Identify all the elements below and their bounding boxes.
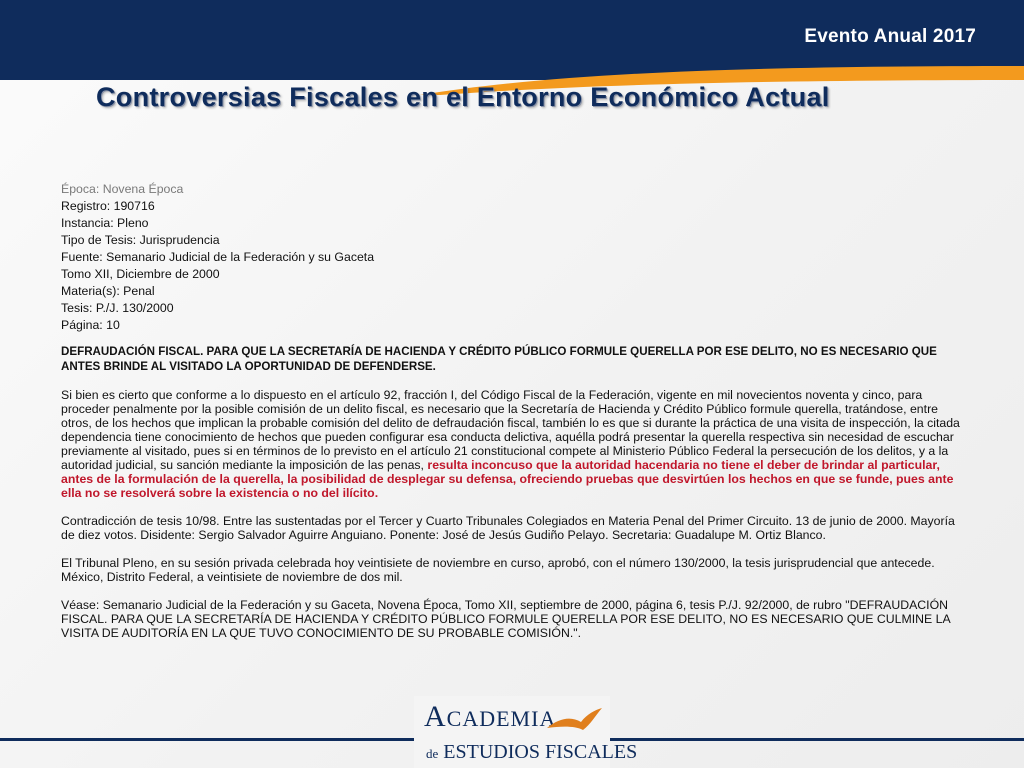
meta-instancia: Instancia: Pleno xyxy=(61,216,149,230)
thesis-title: DEFRAUDACIÓN FISCAL. PARA QUE LA SECRETARÍA DE HACIENDA Y CRÉDITO PÚBLICO FORMULE QUERELLA POR ESE DELITO, NO ES NECESARIO QUE ANTES BRINDE AL VISITADO LA OPORTUNIDAD DE DEFENDERSE. xyxy=(61,345,937,373)
logo-academia-text: ACADEMIA xyxy=(424,700,557,733)
meta-registro: Registro: 190716 xyxy=(61,199,155,213)
thesis-body-highlight: resulta inconcuso que la autoridad hacendaria no tiene el deber de brindar al particular, antes de la formulación de la querella, la posibilidad de desplegar su defensa, ofreciendo pruebas que desvirtúen los hechos en que se funde, pues ante ella no se resolverá sobre la existencia o no del ilícito. xyxy=(61,458,954,500)
meta-materia: Materia(s): Penal xyxy=(61,284,155,298)
thesis-body-text: Si bien es cierto que conforme a lo dispuesto en el artículo 92, fracción I, del Código Fiscal de la Federación, vigente en mil novecientos noventa y cinco, para proceder penalmente por la posible comisión de un delito fiscal, es necesario que la Secretaría de Hacienda y Crédito Público formule querella, tratándose, entre otros, de los hechos que implican la probable comisión del delito de defraudación fiscal, también lo es que si durante la práctica de una visita de inspección, la citada dependencia tiene conocimiento de hechos que pueden configurar esa conducta delictiva, aquélla podrá presentar la querella respectiva sin necesidad de escuchar previamente al visitado, pues si en términos de lo previsto en el artículo 21 constitucional compete al Ministerio Público Federal la persecución de los delitos, y a la autoridad judicial, su sanción mediante la imposición de las penas, xyxy=(61,388,960,472)
logo-bird-icon xyxy=(545,706,603,736)
meta-tomo: Tomo XII, Diciembre de 2000 xyxy=(61,267,220,281)
contradiccion-paragraph: Contradicción de tesis 10/98. Entre las sustentadas por el Tercer y Cuarto Tribunales Colegiados en Materia Penal del Primer Circuito. 13 de junio de 2000. Mayoría de diez votos. Disidente: Sergio Salvador Aguirre Anguiano. Ponente: José de Jesús Gudiño Pelayo. Secretaria: Guadalupe M. Ortiz Blanco. xyxy=(61,514,955,542)
meta-tipo-tesis: Tipo de Tesis: Jurisprudencia xyxy=(61,233,220,247)
meta-tesis: Tesis: P./J. 130/2000 xyxy=(61,301,174,315)
vease-paragraph: Véase: Semanario Judicial de la Federación y su Gaceta, Novena Época, Tomo XII, septiembre de 2000, página 6, tesis P./J. 92/2000, de rubro "DEFRAUDACIÓN FISCAL. PARA QUE LA SECRETARÍA DE HACIENDA Y CRÉDITO PÚBLICO FORMULE QUERELLA POR ESE DELITO, NO ES NECESARIO QUE CULMINE LA VISITA DE AUDITORÍA EN LA QUE TUVO CONOCIMIENTO DE SU PROBABLE COMISIÓN.". xyxy=(61,598,951,640)
thesis-document xyxy=(61,181,965,640)
meta-pagina: Página: 10 xyxy=(61,318,120,332)
thesis-body xyxy=(61,388,965,500)
meta-epoca: Época: Novena Época xyxy=(61,182,184,196)
meta-fuente: Fuente: Semanario Judicial de la Federación y su Gaceta xyxy=(61,250,375,264)
pleno-paragraph: El Tribunal Pleno, en su sesión privada celebrada hoy veintisiete de noviembre en curso, aprobó, con el número 130/2000, la tesis jurisprudencial que antecede. México, Distrito Federal, a veintisiete de noviembre de dos mil. xyxy=(61,556,935,584)
thesis-metadata xyxy=(61,181,965,334)
logo-estudios-text: de ESTUDIOS FISCALES xyxy=(426,741,638,763)
page-title: Controversias Fiscales en el Entorno Económico Actual xyxy=(96,82,830,112)
event-title: Evento Anual 2017 xyxy=(804,26,976,47)
